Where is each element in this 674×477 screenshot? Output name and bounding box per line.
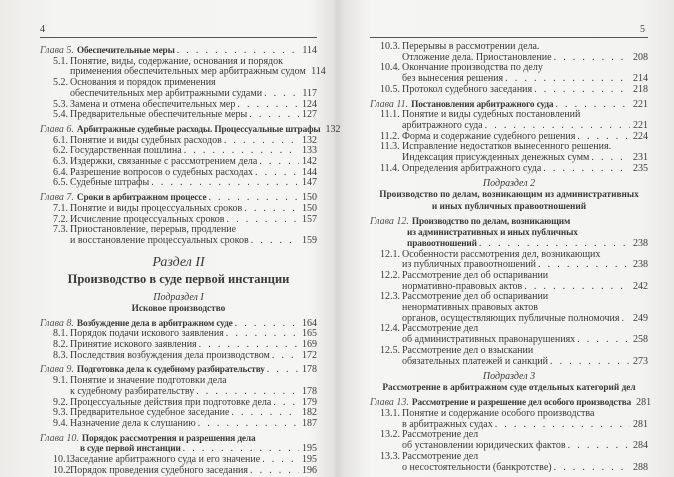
dot-leader: [196, 387, 299, 398]
toc-item: [370, 409, 648, 430]
toc-item: [370, 164, 648, 175]
item-number: 8.1.: [53, 328, 68, 340]
entry-title: Принятие искового заявления: [70, 339, 197, 351]
item-number: 13.3.: [380, 450, 400, 462]
toc-line: [40, 236, 317, 247]
toc-item: [370, 42, 648, 63]
toc-line: [40, 204, 317, 215]
item-number: 12.2.: [380, 269, 400, 281]
entry-title: в арбитражных судах: [402, 418, 493, 430]
chapter-label: Глава 8.: [40, 317, 74, 329]
entry-page: 132: [325, 123, 341, 135]
entry-page: 221: [633, 119, 648, 131]
chapter-label: Глава 13.: [370, 397, 409, 409]
entry-page: 179: [302, 396, 317, 408]
item-number: 11.3.: [380, 141, 400, 153]
toc-line: [370, 463, 648, 474]
item-number: 7.1.: [53, 202, 68, 214]
item-number: 9.1.: [53, 375, 68, 387]
dot-leader: [264, 89, 299, 100]
toc-item: [370, 346, 648, 367]
entry-page: 284: [633, 440, 648, 452]
toc-item: [370, 85, 648, 96]
entry-title: Отложение дела. Приостановление: [402, 51, 552, 63]
toc-item: [370, 63, 648, 84]
toc-line: [40, 351, 317, 362]
entry-title: Понятие и виды судебных расходов: [70, 134, 222, 146]
item-number: 5.2.: [53, 77, 68, 89]
dot-leader: [198, 419, 299, 430]
chapter-label: Глава 5.: [40, 45, 74, 56]
entry-title: Обеспечительные меры: [76, 46, 175, 56]
entry-page: 231: [633, 152, 648, 164]
entry-title: Последствия возбуждения дела производством: [70, 349, 270, 361]
entry-title: Судебные штрафы: [70, 177, 150, 189]
header-rule: [370, 37, 648, 38]
entry-title: Понятие и содержание особого производства: [402, 407, 595, 419]
entry-title: Исправление недостатков вынесенного решения.: [402, 141, 612, 153]
entry-title: Рассмотрение дел: [402, 450, 479, 462]
entry-page: 114: [302, 45, 317, 56]
entry-title: Рассмотрение и разрешение дел особого производства: [411, 398, 632, 409]
entry-title: Рассмотрение дел об оспаривании: [402, 291, 549, 303]
entry-title: Порядок рассмотрения и разрешения дела: [81, 433, 256, 444]
entry-title: Исчисление процессуальных сроков: [70, 213, 225, 225]
item-number: 12.1.: [380, 248, 400, 260]
item-number: 12.3.: [380, 291, 400, 303]
entry-title: Государственная пошлина: [70, 145, 182, 157]
toc-item: [40, 225, 317, 246]
entry-page: 214: [633, 73, 648, 85]
entry-title: Назначение дела к слушанию: [70, 417, 196, 429]
entry-page: 196: [302, 464, 317, 476]
entry-title: Перерывы в рассмотрении дела.: [402, 41, 540, 52]
toc-line: [370, 357, 648, 368]
toc-item: [370, 324, 648, 345]
entry-page: 208: [633, 51, 648, 63]
item-number: 6.2.: [53, 145, 68, 157]
entry-title: к судебному разбирательству: [70, 385, 195, 397]
item-number: 9.4.: [53, 417, 68, 429]
toc-line: [370, 346, 648, 357]
dot-leader: [235, 319, 299, 330]
toc-item: [40, 110, 317, 121]
entry-title: Рассмотрение дел о взыскании: [402, 344, 534, 356]
entry-page: 150: [302, 202, 317, 214]
entry-page: 117: [302, 87, 317, 99]
entry-page: 132: [302, 134, 317, 146]
subpart-label: Подраздел I: [153, 291, 204, 303]
toc-item: [370, 430, 648, 451]
entry-title: Издержки, связанные с рассмотрением дела: [70, 156, 258, 168]
entry-title: Протокол судебного заседания: [402, 83, 533, 95]
item-number: 11.1.: [380, 109, 400, 121]
toc-line: [40, 434, 317, 445]
table-of-contents: [370, 41, 652, 473]
subpart-heading: [370, 178, 648, 213]
entry-page: 114: [311, 66, 326, 78]
entry-title: Рассмотрение дел об оспаривании: [402, 269, 549, 281]
item-number: 6.5.: [53, 177, 68, 189]
entry-page: 242: [633, 280, 648, 292]
entry-title: Основания и порядок применения: [70, 77, 216, 89]
item-number: 7.3.: [53, 224, 68, 236]
subpart-title: и иных публичных правоотношений: [431, 202, 587, 213]
item-number: 10.4.: [380, 62, 400, 74]
entry-title: Замена и отмена обеспечительных мер: [70, 98, 236, 110]
left-page: [40, 0, 341, 476]
item-number: 5.3.: [53, 98, 68, 110]
entry-title: Рассмотрение дел: [402, 429, 479, 441]
chapter-label: Глава 7.: [40, 192, 74, 204]
entry-page: 224: [633, 130, 648, 142]
dot-leader: [227, 215, 299, 226]
toc-line: [40, 387, 317, 398]
item-number: 13.2.: [380, 429, 400, 441]
entry-title: Возбуждение дела в арбитражном суде: [76, 318, 233, 329]
part-label: Раздел II: [152, 254, 205, 270]
entry-title: Определения арбитражного суда: [402, 162, 542, 174]
subpart-title: Рассмотрение в арбитражном суде отдельных категорий дел: [382, 383, 636, 394]
dot-leader: [621, 314, 630, 325]
item-number: 11.2.: [380, 130, 400, 142]
entry-title: Понятие и виды судебных постановлений: [402, 109, 581, 121]
part-heading: [40, 254, 317, 288]
item-number: 12.4.: [380, 323, 400, 335]
toc-item: [40, 78, 317, 99]
dot-leader: [231, 408, 299, 419]
entry-title: Окончание производства по делу: [402, 62, 543, 74]
item-number: 10.5.: [380, 83, 400, 95]
dot-leader: [550, 357, 630, 368]
entry-page: 288: [633, 461, 648, 473]
entry-page: 182: [302, 407, 317, 419]
item-number: 11.4.: [380, 162, 400, 174]
subpart-title: Исковое производство: [131, 303, 226, 314]
dot-leader: [249, 110, 299, 121]
entry-title: обязательных платежей и санкций: [402, 355, 549, 367]
entry-page: 142: [302, 156, 317, 168]
dot-leader: [538, 260, 630, 271]
entry-title: правоотношений: [407, 238, 477, 249]
item-number: 10.2.: [53, 464, 73, 476]
item-number: 5.1.: [53, 55, 68, 67]
entry-title: Процессуальные действия при подготовке дела: [70, 396, 272, 408]
entry-page: 218: [633, 83, 648, 95]
dot-leader: [554, 463, 630, 474]
entry-page: 187: [302, 417, 317, 429]
entry-page: 221: [633, 98, 648, 110]
item-number: 5.4.: [53, 109, 68, 121]
item-number: 8.3.: [53, 349, 68, 361]
dot-leader: [272, 351, 299, 362]
entry-title: без вынесения решения: [402, 73, 504, 85]
item-number: 9.3.: [53, 407, 68, 419]
entry-page: 159: [302, 234, 317, 246]
entry-title: Понятие, виды, содержание, основания и порядок: [70, 55, 283, 67]
entry-title: Подготовка дела к судебному разбирательству: [76, 365, 265, 376]
dot-leader: [244, 204, 299, 215]
entry-page: 127: [302, 109, 317, 121]
dot-leader: [554, 53, 630, 64]
entry-title: об установлении юридических фактов: [402, 440, 566, 452]
chapter-label: Глава 6.: [40, 123, 74, 135]
toc-line: [370, 452, 648, 463]
entry-page: 195: [302, 443, 317, 455]
entry-title: арбитражного суда: [402, 119, 483, 131]
dot-leader: [479, 239, 630, 250]
dot-leader: [568, 441, 630, 452]
toc-item: [40, 351, 317, 362]
entry-page: 150: [302, 192, 317, 204]
toc-item: [40, 178, 317, 189]
toc-item: [370, 250, 648, 271]
page-number: 4: [40, 24, 45, 35]
entry-page: 258: [633, 334, 648, 346]
entry-title: Порядок проведения судебного заседания: [70, 464, 248, 476]
dot-leader: [259, 157, 299, 168]
entry-page: 178: [302, 385, 317, 397]
dot-leader: [226, 329, 299, 340]
part-title: Производство в суде первой инстанции: [67, 271, 290, 286]
toc-item: [370, 452, 648, 473]
header-rule: [40, 37, 317, 38]
entry-page: 124: [302, 98, 317, 110]
dot-leader: [495, 420, 630, 431]
entry-title: Постановления арбитражного суда: [411, 99, 554, 110]
toc-item: [370, 142, 648, 163]
entry-page: 169: [302, 339, 317, 351]
subpart-heading: [40, 292, 317, 315]
entry-page: 238: [633, 259, 648, 271]
item-number: 13.1.: [380, 407, 400, 419]
subpart-heading: [370, 371, 648, 394]
toc-chapter: [40, 434, 317, 455]
dot-leader: [577, 335, 630, 346]
table-of-contents: [40, 42, 341, 477]
entry-title: Сроки в арбитражном процессе: [76, 193, 207, 204]
entry-title: Понятие и значение подготовки дела: [70, 375, 227, 387]
entry-page: 133: [302, 145, 317, 157]
entry-page: 195: [302, 454, 317, 466]
entry-page: 172: [302, 349, 317, 361]
chapter-label: Глава 11.: [370, 98, 409, 110]
entry-title: ненормативных правовых актов: [402, 302, 538, 314]
entry-title: Индексация присужденных денежных сумм: [402, 152, 590, 164]
toc-line: [370, 217, 648, 228]
entry-page: 273: [633, 355, 648, 367]
chapter-label: Глава 12.: [370, 216, 409, 228]
right-page: [370, 0, 652, 475]
entry-title: Предварительные обеспечительные меры: [70, 109, 248, 121]
item-number: 10.3.: [380, 41, 400, 52]
entry-page: 249: [633, 312, 648, 324]
dot-leader: [224, 136, 299, 147]
toc-item: [40, 204, 317, 215]
entry-title: Предварительное судебное заседание: [70, 407, 230, 419]
item-number: 6.3.: [53, 156, 68, 168]
dot-leader: [534, 85, 630, 96]
toc-chapter: [370, 217, 648, 249]
entry-title: Особенности рассмотрения дел, возникающих: [402, 248, 601, 260]
entry-title: о несостоятельности (банкротстве): [402, 461, 552, 473]
dot-leader: [591, 153, 630, 164]
entry-title: Заседание арбитражного суда и его значение: [70, 454, 261, 466]
toc-line: [370, 85, 648, 96]
entry-title: Рассмотрение дел: [402, 323, 479, 335]
item-number: 12.5.: [380, 344, 400, 356]
toc-item: [370, 110, 648, 131]
entry-title: обеспечительных мер арбитражными судами: [70, 87, 263, 99]
entry-page: 281: [633, 418, 648, 430]
dot-leader: [151, 178, 299, 189]
toc-line: [40, 110, 317, 121]
entry-title: Разрешение вопросов о судебных расходах: [70, 166, 254, 178]
item-number: 7.2.: [53, 213, 68, 225]
entry-title: и восстановление процессуальных сроков: [70, 234, 249, 246]
entry-title: Арбитражные судебные расходы. Процессуальные штрафы: [76, 124, 321, 135]
entry-page: 178: [302, 364, 317, 376]
entry-title: органов, осуществляющих публичные полномочия: [402, 312, 620, 324]
toc-item: [370, 292, 648, 324]
item-number: 6.1.: [53, 134, 68, 146]
toc-item: [40, 376, 317, 397]
entry-title: применения обеспечительных мер арбитражным судом: [70, 66, 306, 78]
toc-line: [40, 419, 317, 430]
toc-line: [40, 178, 317, 189]
item-number: 9.2.: [53, 396, 68, 408]
subpart-title: Производство по делам, возникающим из административных: [379, 190, 639, 201]
entry-page: 281: [636, 397, 652, 409]
item-number: 10.1.: [53, 454, 73, 466]
dot-leader: [255, 168, 299, 179]
entry-title: в суде первой инстанции: [80, 444, 181, 455]
dot-leader: [543, 164, 630, 175]
entry-title: Производство по делам, возникающим: [411, 217, 571, 228]
dot-leader: [262, 455, 299, 466]
entry-page: 144: [302, 166, 317, 178]
entry-page: 235: [633, 162, 648, 174]
entry-title: Приостановление, перерыв, продление: [70, 224, 237, 236]
entry-title: Порядок подачи искового заявления: [70, 328, 224, 340]
dot-leader: [267, 365, 299, 376]
item-number: 8.2.: [53, 339, 68, 351]
subpart-label: Подраздел 3: [482, 371, 536, 383]
subpart-label: Подраздел 2: [482, 178, 536, 190]
entry-title: из административных и иных публичных: [407, 228, 578, 239]
item-number: 6.4.: [53, 166, 68, 178]
entry-title: об административных правонарушениях: [402, 334, 576, 346]
dot-leader: [251, 236, 299, 247]
entry-title: Форма и содержание судебного решения: [402, 130, 576, 142]
toc-line: [370, 228, 648, 239]
entry-page: 147: [302, 177, 317, 189]
entry-page: 157: [302, 213, 317, 225]
dot-leader: [273, 398, 299, 409]
page-number: 5: [640, 24, 645, 35]
toc-item: [370, 271, 648, 292]
toc-line: [370, 239, 648, 250]
entry-title: из публичных правоотношений: [402, 259, 537, 271]
toc-item: [40, 55, 326, 78]
entry-page: 164: [302, 317, 317, 329]
entry-title: Понятие и виды процессуальных сроков: [70, 202, 243, 214]
toc-line: [40, 89, 317, 100]
chapter-label: Глава 10.: [40, 432, 79, 444]
chapter-label: Глава 9.: [40, 364, 74, 376]
entry-page: 165: [302, 328, 317, 340]
entry-title: нормативно-правовых актов: [402, 280, 523, 292]
toc-line: [370, 164, 648, 175]
toc-item: [40, 419, 317, 430]
entry-page: 238: [633, 237, 648, 249]
